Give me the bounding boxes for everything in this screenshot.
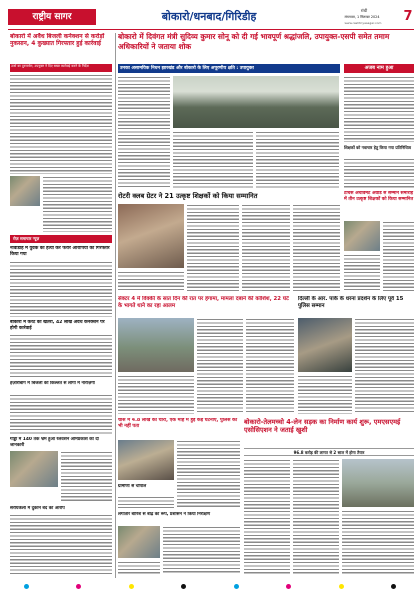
delhi-body-1 — [355, 318, 414, 414]
right-photo — [344, 221, 380, 251]
bokaro-road-body-2 — [293, 459, 339, 574]
delhi-headline: दिल्ली के आर. पार्क के धरना प्रदर्शन के लिए पूर्व 15 पुलिस सम्मान — [298, 296, 404, 309]
top-story-body-2 — [173, 131, 253, 188]
sector4-body-2 — [246, 318, 294, 414]
masthead-edition: बोकारो/धनबाद/गिरिडीह — [161, 10, 257, 23]
top-story-photo — [173, 76, 339, 128]
left-body-5 — [61, 451, 112, 503]
rotary-headline: रोटरी क्लब ग्रेटर ने 21 उत्कृष्ट शिक्षकों को किया सम्मानित — [118, 192, 258, 200]
left-photo-1 — [10, 176, 40, 206]
masthead-brand: राष्ट्रीय सागर — [8, 9, 96, 25]
registration-mark-icon — [391, 584, 396, 589]
rotary-photo — [118, 204, 184, 268]
registration-mark-icon — [286, 584, 291, 589]
right-headline-1: अजब नाम हुआ — [344, 64, 414, 73]
bokaro-road-headline: बोकारो-तेलमच्चो 4-लेन सड़क का निर्माण कार्य शुरू, एमएसएमई एसोसिएशन ने जताई खुशी — [244, 418, 401, 435]
mid-left-body-2 — [118, 496, 174, 508]
left-body-4 — [10, 394, 112, 434]
registration-mark-icon — [24, 584, 29, 589]
bokaro-road-sub: 96.8 करोड़ की लागत से 2 साल में होगा तैयार — [244, 448, 414, 456]
mid-left-headline: चास में 4.8 लाख की चोरी, एक माह में हुई कई घटनाएं, पुलिस को भी नहीं पता — [118, 418, 238, 430]
left-headline-6: सरायकेला में दुकान बंद का आरोप — [10, 506, 65, 511]
registration-mark-icon — [181, 584, 186, 589]
left-body-2 — [10, 261, 112, 317]
section-label: रोज़ समाचार न्यूज़ — [10, 235, 112, 243]
right-body-2 — [344, 158, 414, 188]
masthead-date-city: रांची — [360, 8, 368, 13]
masthead-website: www.rashtriyasagar.com — [344, 21, 382, 25]
left-headline-2: नावाडीह में युवक की हत्या कर फरार आरोपियों को गिरफ्तार किया गया — [10, 246, 110, 257]
mid-left-photo — [118, 440, 174, 480]
registration-mark-icon — [129, 584, 134, 589]
top-story-body-1 — [118, 76, 170, 188]
registration-mark-icon — [76, 584, 81, 589]
top-story-body-3 — [256, 131, 339, 188]
masthead-date-line: मंगलवार, 1 सितम्बर 2024 — [344, 15, 380, 19]
left-headline-4: हज़ारीबाग में बिजली की किल्लत से लोगों में नाराज़गी — [10, 381, 95, 386]
rotary-body-2 — [242, 204, 290, 292]
mid-left-headline-2: ग्रामीणों से चौपाल — [118, 484, 147, 489]
mid-left-body-1 — [177, 440, 240, 508]
left-body-1 — [10, 74, 112, 174]
sector4-body-1 — [197, 318, 243, 414]
left-body-3 — [10, 334, 112, 378]
right-body-3 — [383, 221, 414, 292]
masthead-rule — [8, 29, 414, 30]
top-story-headline: बोकारो में दिवंगत मंत्री सुदिव्य कुमार सोनू को दी गई भावपूर्ण श्रद्धांजलि, उपायुक्त-एसपी समेत तमाम अधिकारियों ने जताया शोक — [118, 32, 390, 51]
right-body-1 — [344, 76, 414, 142]
left-headline-1: बोकारो में अवैध बिजली कनेक्शन से करोड़ों नुकसान, 4 कुख्यात गिरफ्तार हुई कार्रवाई — [10, 33, 105, 48]
right-body-4 — [344, 254, 380, 292]
sector4-headline: सेक्टर 4 में विक्की के सात दिन की रात पर हंगामा, मामला दबाने की कोशिश, 22 घंटे के भागते थाने का रहा आलम — [118, 296, 289, 309]
left-headline-5: गोड्डा में 140 तक भ्रम हुआ रैलवेशन ओमप्रकाश की दी जानकारी — [10, 437, 99, 448]
bottom-left-body-2 — [118, 561, 160, 574]
masthead — [8, 6, 414, 28]
left-body-6 — [10, 514, 112, 574]
bokaro-road-body-1 — [244, 459, 290, 574]
bokaro-road-photo — [342, 459, 414, 507]
rotary-body-3 — [293, 204, 340, 292]
sector4-body-3 — [118, 375, 194, 414]
page-number: 7 — [403, 9, 413, 24]
column-divider — [115, 33, 116, 578]
footer-color-bar — [0, 582, 420, 590]
left-body-1b — [43, 176, 112, 232]
bottom-left-body-1 — [163, 526, 240, 574]
top-story-kicker: उनका असामयिक निधन झारखंड और बोकारो के लिए अपूरणीय क्षति : उपायुक्त — [118, 64, 340, 73]
sector4-photo — [118, 318, 194, 372]
registration-mark-icon — [339, 584, 344, 589]
left-sub-1: उर्जा का दुरुपयोग, उपयुक्त ने दिए सख्त कार्रवाई करने के निर्देश — [10, 64, 112, 72]
delhi-photo — [298, 318, 352, 372]
rotary-body-4 — [118, 271, 184, 292]
registration-mark-icon — [234, 584, 239, 589]
left-headline-3: बोकारो में करंट का खतरा, 42 लाख अवैध कनेक्शन पर होगी कार्रवाई — [10, 320, 105, 331]
bottom-left-headline: लगातार बारिश से बाढ़ का रूप, प्रशासन ने किया निरीक्षण — [118, 512, 210, 517]
delhi-body-2 — [298, 375, 352, 414]
left-photo-2 — [10, 451, 58, 487]
rotary-body-1 — [187, 204, 239, 292]
bottom-left-photo — [118, 526, 160, 558]
bokaro-road-body-3 — [342, 510, 414, 574]
right-headline-2: शिक्षकों को नवाचार हेतु किया गया प्रतिनिधित्व — [344, 145, 411, 150]
right-headline-3: टीचर्स अचीवमेंट अवार्ड से सम्मान समारोह में तीन उत्कृष्ट शिक्षकों को किया सम्मानित — [344, 191, 414, 202]
